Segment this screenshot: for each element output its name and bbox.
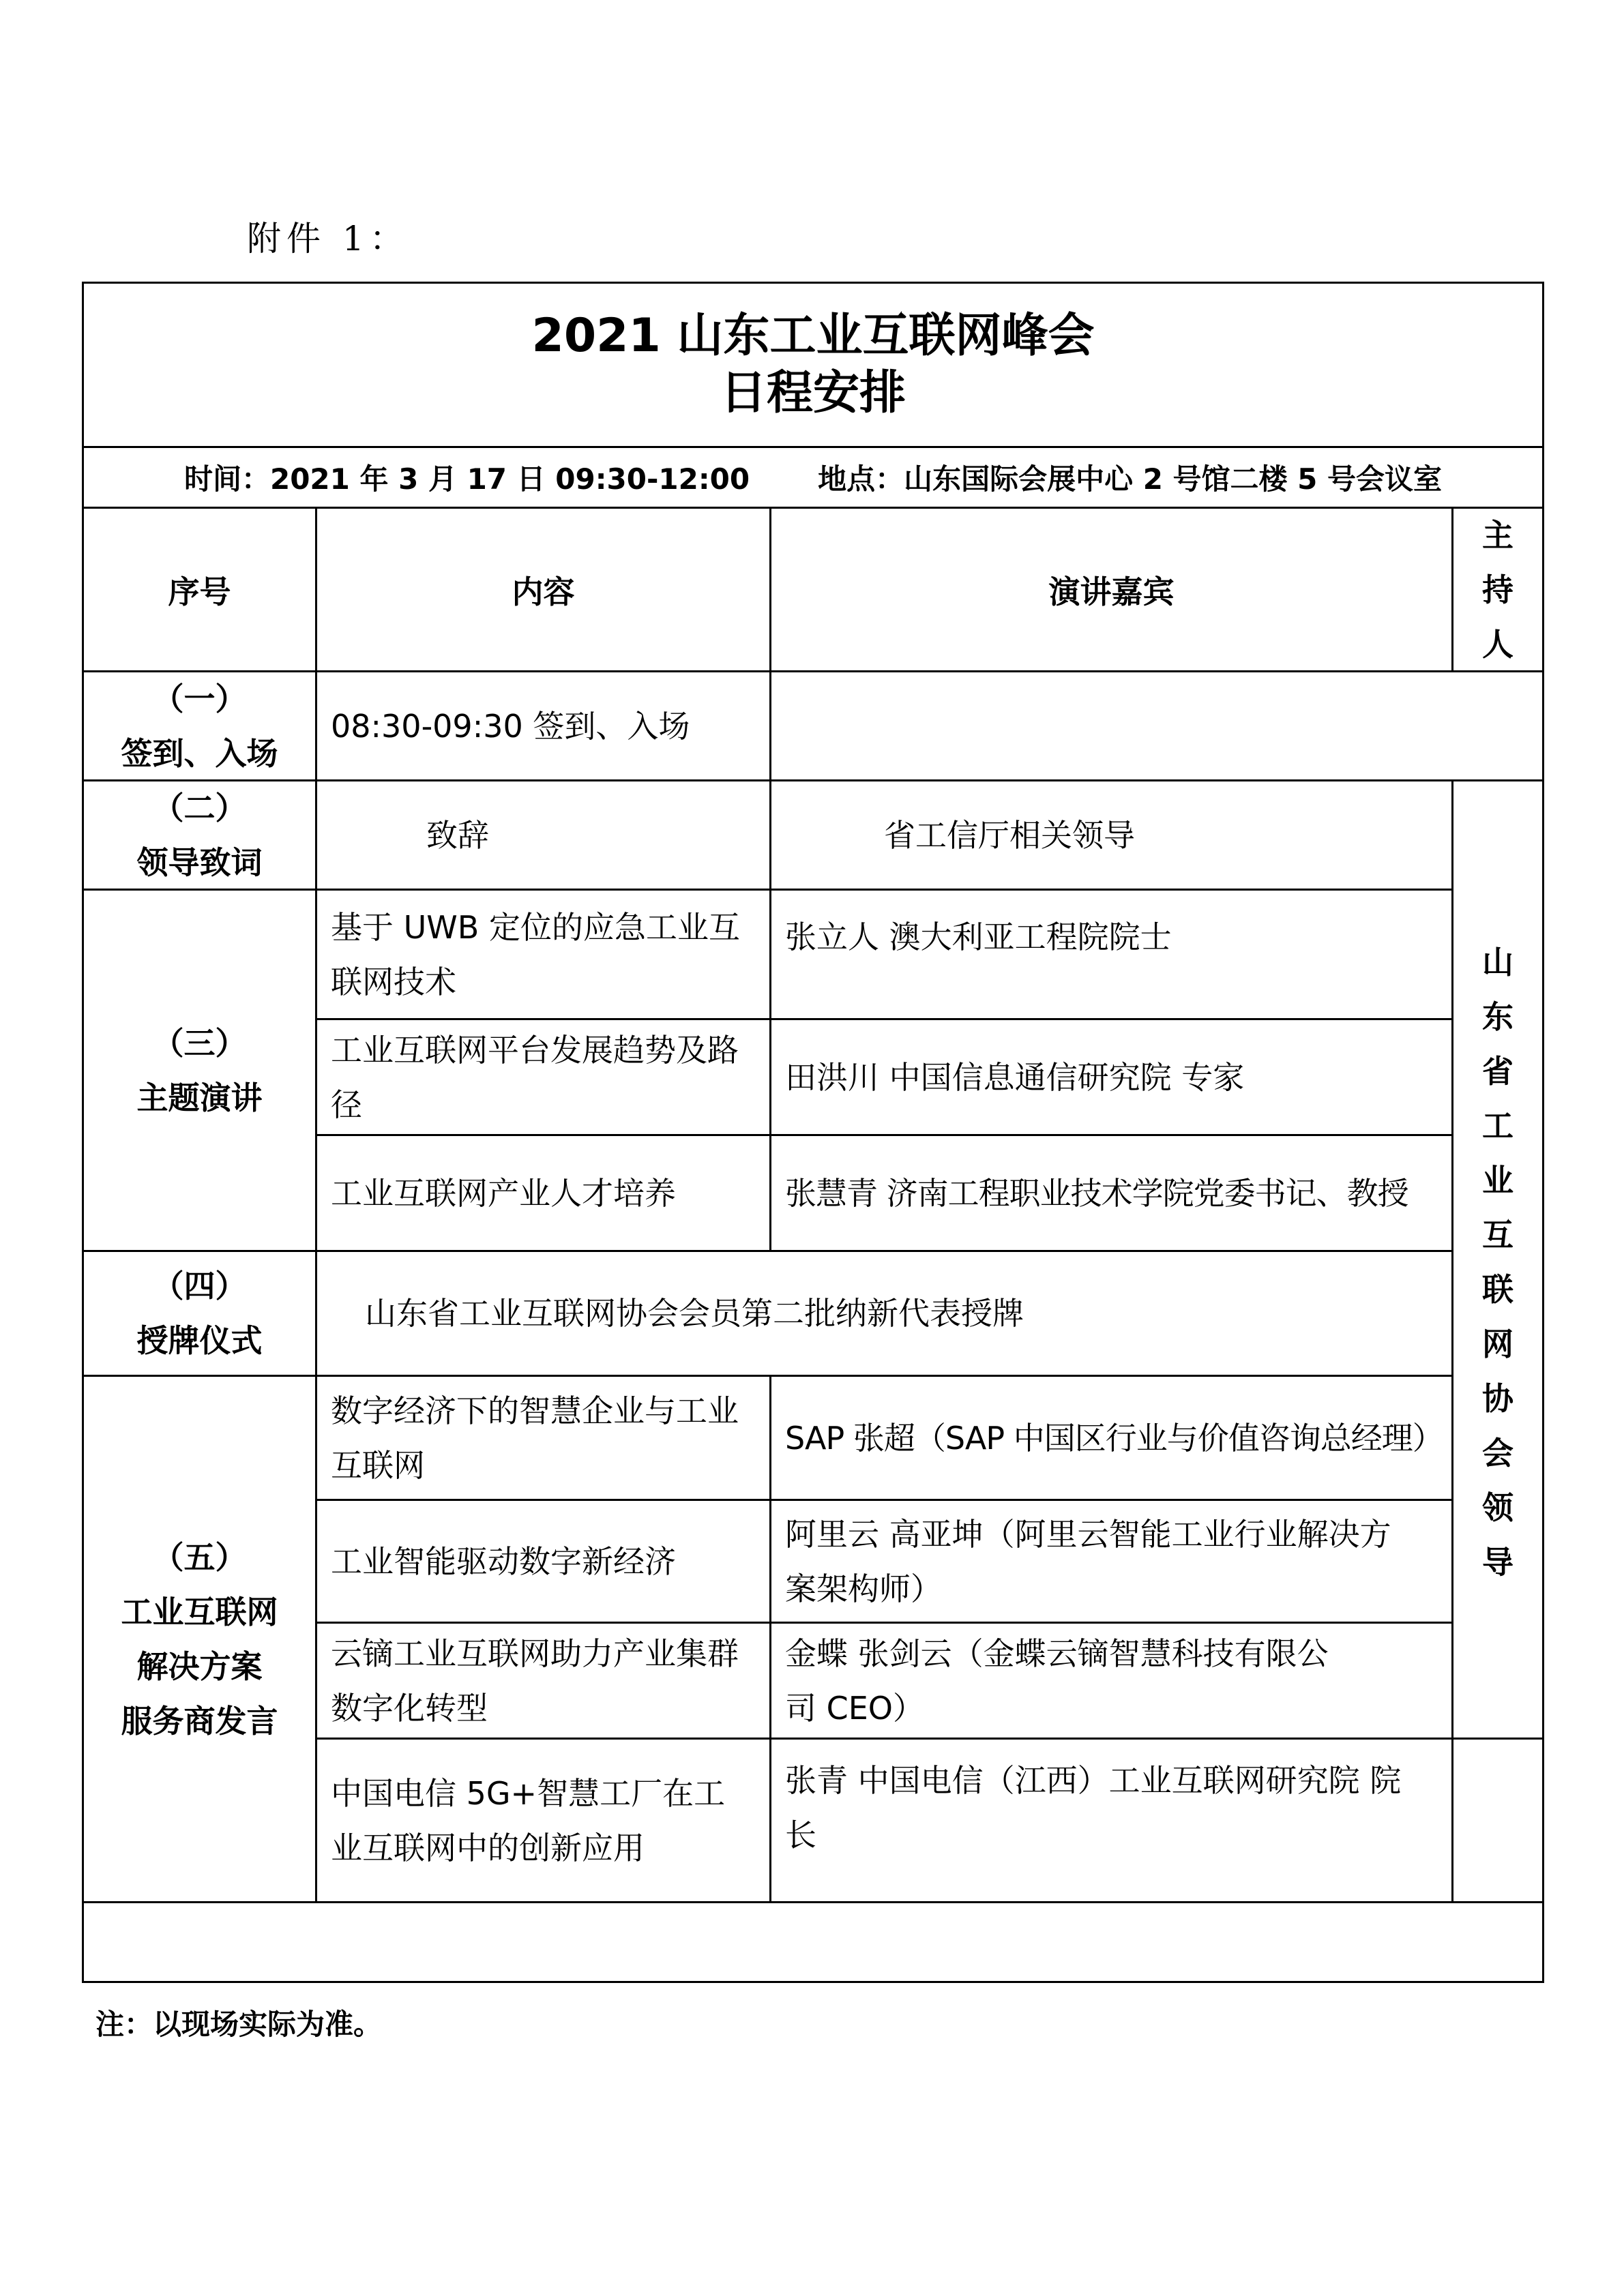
talk-speaker: 阿里云 高亚坤（阿里云智能工业行业解决方 案架构师） [785, 1515, 1391, 1607]
section-2-content: 致辞 [426, 816, 489, 854]
talk-content: 中国电信 5G+智慧工厂在工 业互联网中的创新应用 [331, 1774, 726, 1866]
section-3-label: （三） 主题演讲 [136, 1024, 263, 1116]
section-2-label: （二） 领导致词 [136, 789, 263, 881]
header-speaker: 演讲嘉宾 [1048, 573, 1175, 610]
talk-content: 云镝工业互联网助力产业集群 数字化转型 [331, 1635, 739, 1727]
title-line1: 2021 山东工业互联网峰会 [531, 309, 1095, 363]
talk-content: 数字经济下的智慧企业与工业 互联网 [331, 1392, 739, 1484]
location-info: 地点：山东国际会展中心 2 号馆二楼 5 号会议室 [818, 462, 1443, 496]
talk-speaker: SAP 张超（SAP 中国区行业与价值咨询总经理） [785, 1419, 1443, 1457]
section-1-label: （一） 签到、入场 [121, 680, 278, 772]
attachment-label: 附件 1： [247, 219, 409, 258]
info-row [84, 448, 1542, 507]
section-4-content: 山东省工业互联网协会会员第二批纳新代表授牌 [365, 1295, 1024, 1332]
talk-content: 工业互联网平台发展趋势及路 径 [331, 1031, 739, 1123]
section-1-content: 08:30-09:30 签到、入场 [331, 707, 690, 745]
section-5-label: （五） 工业互联网 解决方案 服务商发言 [121, 1538, 278, 1740]
talk-speaker: 张慧青 济南工程职业技术学院党委书记、教授 [785, 1174, 1408, 1212]
page-title [84, 284, 1542, 446]
title-line2: 日程安排 [720, 366, 906, 420]
rule-s5 [84, 1901, 1542, 1903]
talk-content: 基于 UWB 定位的应急工业互 联网技术 [331, 908, 740, 1000]
schedule-table [82, 282, 1544, 1983]
talk-speaker: 张立人 澳大利亚工程院院士 [785, 919, 1172, 955]
talk-speaker: 张青 中国电信（江西）工业互联网研究院 院 长 [785, 1762, 1402, 1853]
footer-note: 注：以现场实际为准。 [95, 2008, 383, 2041]
header-host: 主持人 [1482, 516, 1514, 663]
section-4-label: （四） 授牌仪式 [136, 1268, 263, 1359]
talk-speaker: 金蝶 张剑云（金蝶云镝智慧科技有限公 司 CEO） [785, 1635, 1329, 1727]
time-info: 时间：2021 年 3 月 17 日 09:30-12:00 [183, 462, 750, 496]
talk-content: 工业互联网产业人才培养 [331, 1174, 676, 1212]
host-name: 山东省工业互联网协会领导 [1482, 944, 1514, 1581]
header-content: 内容 [512, 573, 575, 610]
talk-speaker: 田洪川 中国信息通信研究院 专家 [785, 1058, 1245, 1096]
header-seq: 序号 [168, 573, 231, 610]
section-2-speaker: 省工信厅相关领导 [884, 816, 1135, 854]
talk-content: 工业智能驱动数字新经济 [331, 1542, 676, 1580]
host-cell [1453, 781, 1542, 1738]
